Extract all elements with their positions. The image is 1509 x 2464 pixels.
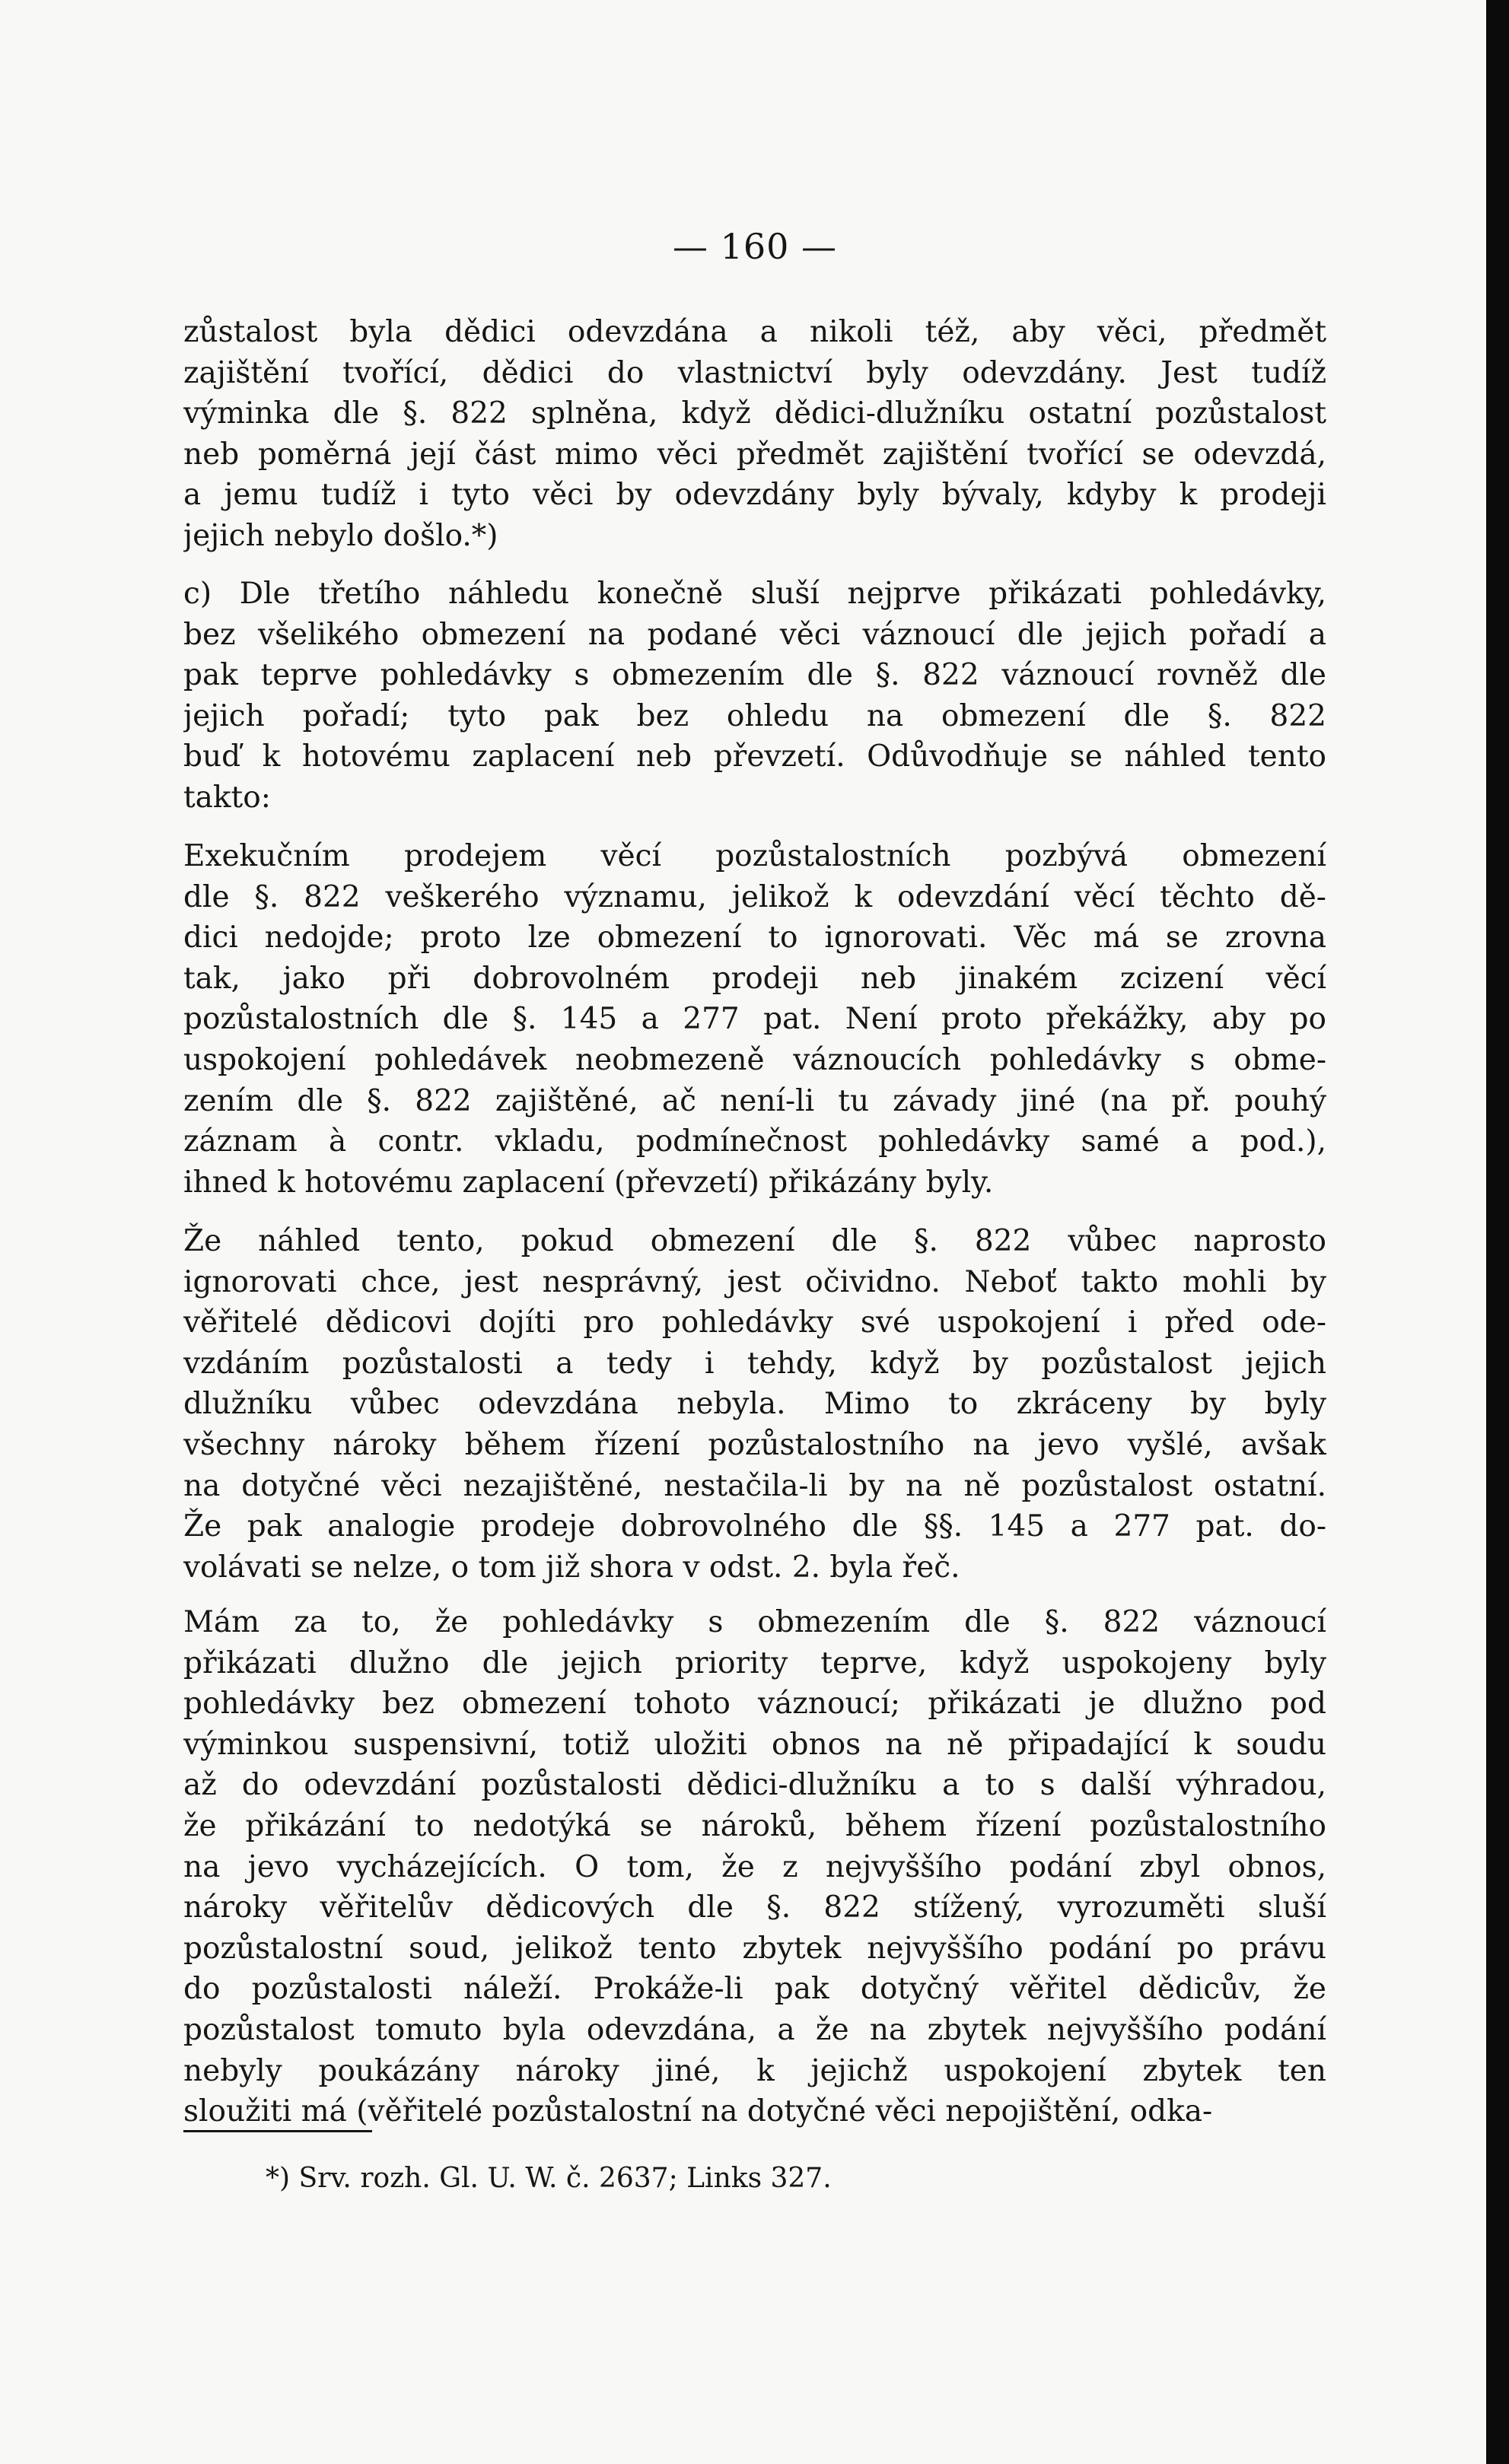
text-line: dle §. 822 veškerého významu, jelikož k odevzdání věcí těchto dě- bbox=[183, 879, 1326, 914]
text-line: pozůstalost tomuto byla odevzdána, a že na zbytek nejvyššího podání bbox=[183, 2012, 1326, 2047]
paragraph bbox=[183, 836, 1326, 1203]
text-line: tak, jako při dobrovolném prodeji neb jinakém zcizení věcí bbox=[183, 961, 1326, 996]
text-line: Exekučním prodejem věcí pozůstalostních pozbývá obmezení bbox=[183, 839, 1326, 873]
text-line: výminka dle §. 822 splněna, když dědici-dlužníku ostatní pozůstalost bbox=[183, 396, 1326, 431]
text-line: bez všelikého obmezení na podané věci váznoucí dle jejich pořadí a bbox=[183, 617, 1326, 652]
text-line: vzdáním pozůstalosti a tedy i tehdy, když by pozůstalost jejich bbox=[183, 1346, 1326, 1381]
text-line: výminkou suspensivní, totiž uložiti obnos na ně připadající k soudu bbox=[183, 1727, 1326, 1762]
text-line: ignorovati chce, jest nesprávný, jest očividno. Neboť takto mohli by bbox=[183, 1264, 1326, 1299]
text-line: zůstalost byla dědici odevzdána a nikoli též, aby věci, předmět bbox=[183, 315, 1326, 349]
text-line: dici nedojde; proto lze obmezení to ignorovati. Věc má se zrovna bbox=[183, 920, 1326, 955]
text-line: věřitelé dědicovi dojíti pro pohledávky své uspokojení i před ode- bbox=[183, 1305, 1326, 1340]
text-line: dlužníku vůbec odevzdána nebyla. Mimo to zkráceny by byly bbox=[183, 1387, 1326, 1422]
footnote: *) Srv. rozh. Gl. U. W. č. 2637; Links 327. bbox=[266, 2163, 832, 2194]
text-line: ihned k hotovému zaplacení (převzetí) přikázány byly. bbox=[183, 1165, 994, 1200]
text-line: nebyly poukázány nároky jiné, k jejichž uspokojení zbytek ten bbox=[183, 2053, 1326, 2088]
text-line: volávati se nelze, o tom již shora v odst. 2. byla řeč. bbox=[183, 1550, 960, 1585]
paragraph bbox=[183, 1602, 1326, 2132]
paragraph bbox=[183, 312, 1326, 557]
text-line: Mám za to, že pohledávky s obmezením dle §. 822 váznoucí bbox=[183, 1605, 1326, 1639]
text-line: Že náhled tento, pokud obmezení dle §. 822 vůbec naprosto bbox=[183, 1224, 1326, 1258]
text-line: až do odevzdání pozůstalosti dědici-dlužníku a to s další výhradou, bbox=[183, 1768, 1326, 1803]
text-line: sloužiti má (věřitelé pozůstalostní na dotyčné věci nepojištění, odka- bbox=[183, 2094, 1213, 2129]
text-line: Že pak analogie prodeje dobrovolného dle §§. 145 a 277 pat. do- bbox=[183, 1509, 1326, 1544]
text-line: neb poměrná její část mimo věci předmět zajištění tvořící se odevzdá, bbox=[183, 437, 1326, 472]
text-line: pohledávky bez obmezení tohoto váznoucí; přikázati je dlužno pod bbox=[183, 1687, 1326, 1722]
text-line: záznam à contr. vkladu, podmínečnost pohledávky samé a pod.), bbox=[183, 1124, 1326, 1159]
text-line: na dotyčné věci nezajištěné, nestačila-li by na ně pozůstalost ostatní. bbox=[183, 1468, 1326, 1503]
text-line: všechny nároky během řízení pozůstalostního na jevo vyšlé, avšak bbox=[183, 1427, 1326, 1462]
text-line: do pozůstalosti náleží. Prokáže-li pak dotyčný věřitel dědicův, že bbox=[183, 1972, 1326, 2007]
text-line: buď k hotovému zaplacení neb převzetí. Odůvodňuje se náhled tento bbox=[183, 739, 1326, 774]
footnote-rule bbox=[183, 2130, 372, 2132]
text-line: na jevo vycházejících. O tom, že z nejvyššího podání zbyl obnos, bbox=[183, 1849, 1326, 1884]
paragraph bbox=[183, 574, 1326, 819]
text-line: jejich nebylo došlo.*) bbox=[183, 518, 498, 553]
text-line: jejich pořadí; tyto pak bez ohledu na obmezení dle §. 822 bbox=[183, 698, 1326, 733]
text-line: zajištění tvořící, dědici do vlastnictví byly odevzdány. Jest tudíž bbox=[183, 355, 1326, 390]
text-line: nároky věřitelův dědicových dle §. 822 stížený, vyrozuměti sluší bbox=[183, 1890, 1326, 1925]
page-number: — 160 — bbox=[672, 226, 838, 267]
text-line: pozůstalostní soud, jelikož tento zbytek nejvyššího podání po právu bbox=[183, 1931, 1326, 1966]
text-line: takto: bbox=[183, 780, 271, 815]
text-line: c) Dle třetího náhledu konečně sluší nejprve přikázati pohledávky, bbox=[183, 577, 1326, 611]
text-line: uspokojení pohledávek neobmezeně váznoucích pohledávky s obme- bbox=[183, 1042, 1326, 1077]
text-line: přikázati dlužno dle jejich priority teprve, když uspokojeny byly bbox=[183, 1645, 1326, 1680]
text-line: že přikázání to nedotýká se nároků, během řízení pozůstalostního bbox=[183, 1808, 1326, 1843]
text-line: pozůstalostních dle §. 145 a 277 pat. Není proto překážky, aby po bbox=[183, 1002, 1326, 1037]
scan-edge bbox=[1486, 0, 1509, 2464]
text-line: a jemu tudíž i tyto věci by odevzdány byly bývaly, kdyby k prodeji bbox=[183, 478, 1326, 513]
text-line: pak teprve pohledávky s obmezením dle §. 822 váznoucí rovněž dle bbox=[183, 658, 1326, 693]
paragraph bbox=[183, 1221, 1326, 1588]
text-line: zením dle §. 822 zajištěné, ač není-li tu závady jiné (na př. pouhý bbox=[183, 1083, 1326, 1118]
